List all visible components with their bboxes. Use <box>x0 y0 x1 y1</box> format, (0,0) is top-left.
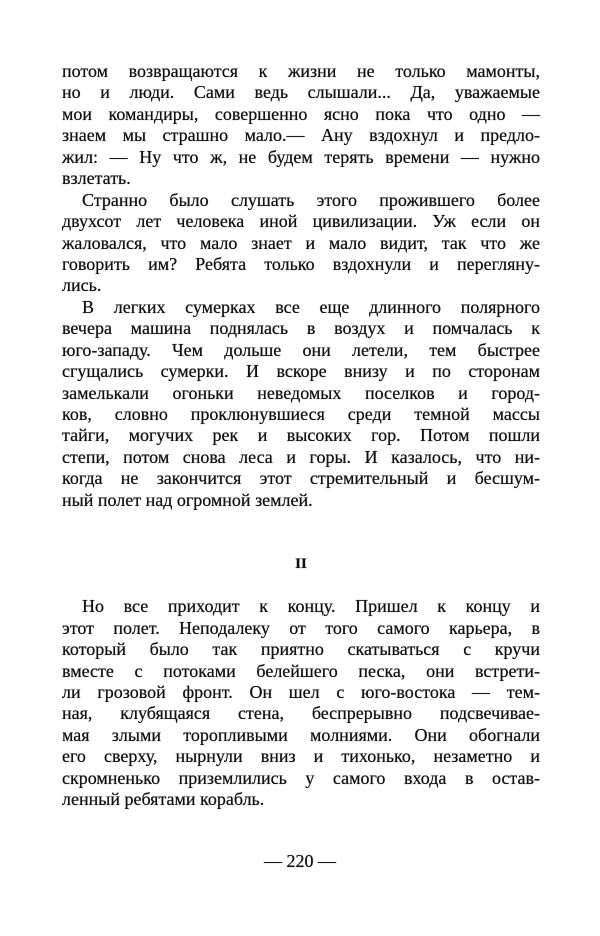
text-line: который было так приятно скатываться с кручи <box>62 639 540 660</box>
text-line: ный полет над огромной землей. <box>62 489 313 510</box>
text-line: В легких сумерках все еще длинного полярного <box>82 296 540 317</box>
text-line: Странно было слушать этого прожившего более <box>82 189 540 210</box>
text-line: жаловался, что мало знает и мало видит, так что же <box>62 232 540 253</box>
text-line: вечера машина поднялась в воздух и помчалась к <box>62 318 540 339</box>
text-line: взлетать. <box>62 168 131 189</box>
text-line: вместе с потоками белейшего песка, они встрети- <box>62 660 540 681</box>
text-line: мои командиры, совершенно ясно пока что одно — <box>62 103 540 124</box>
text-line: знаем мы страшно мало.— Ану вздохнул и предло- <box>62 125 540 146</box>
text-line: этот полет. Неподалеку от того самого карьера, в <box>62 617 540 638</box>
paragraph <box>62 596 540 810</box>
text-line: ли грозовой фронт. Он шел с юго-востока — тем- <box>62 681 540 702</box>
paragraph <box>62 190 540 297</box>
text-line: лись. <box>62 275 102 296</box>
text-line: ная, клубящаяся стена, беспрерывно подсвечивае- <box>62 703 540 724</box>
text-line: говорить им? Ребята только вздохнули и перегляну- <box>62 253 540 274</box>
text-line: ленный ребятами корабль. <box>62 789 265 810</box>
text-line: степи, потом снова леса и горы. И казалось, что ни- <box>62 446 540 467</box>
text-line: ков, словно проклюнувшиеся среди темной массы <box>62 404 540 424</box>
chapter-heading: II <box>295 556 307 573</box>
text-line: когда не закончится этот стремительный и бесшум- <box>62 468 540 489</box>
text-line: его сверху, нырнули вниз и тихонько, незаметно и <box>62 746 540 767</box>
text-line: юго-западу. Чем дольше они летели, тем быстрее <box>62 339 540 360</box>
text-line: мая злыми торопливыми молниями. Они обогнали <box>62 724 540 745</box>
text-line: но и люди. Сами ведь слышали... Да, уважаемые <box>62 82 540 103</box>
book-page-text <box>62 61 540 811</box>
text-line: потом возвращаются к жизни не только мамонты, <box>62 61 540 81</box>
text-line: Но все приходит к концу. Пришел к концу и <box>82 596 540 617</box>
text-line: жил: — Ну что ж, не будем терять времени — нужно <box>62 146 540 167</box>
paragraph <box>62 297 540 511</box>
text-line: замелькали огоньки неведомых поселков и город- <box>62 382 540 403</box>
text-line: сгущались сумерки. И вскоре внизу и по сторонам <box>62 361 540 382</box>
text-line: скромненько приземлились у самого входа в остав- <box>62 767 540 788</box>
page-number: — 220 — <box>264 851 336 871</box>
paragraph <box>62 61 540 190</box>
text-line: двухсот лет человека иной цивилизации. Уж если он <box>62 211 540 232</box>
text-line: тайги, могучих рек и высоких гор. Потом пошли <box>62 425 540 446</box>
